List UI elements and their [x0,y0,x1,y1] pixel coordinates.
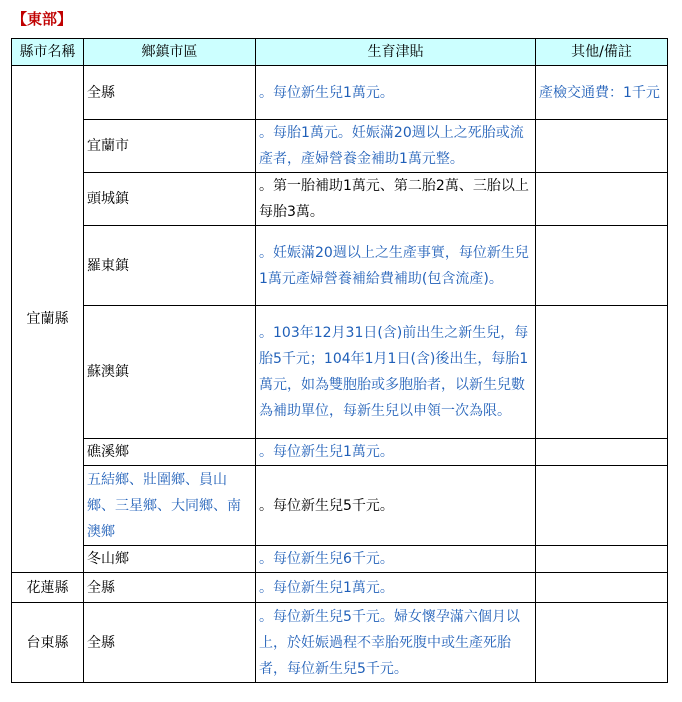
township-cell: 冬山鄉 [84,546,256,573]
subsidy-cell: 。每位新生兒5千元。 [256,466,536,546]
township-cell: 全縣 [84,573,256,603]
county-cell-yilan: 宜蘭縣 [12,66,84,573]
note-cell [536,603,668,683]
table-row [12,573,668,603]
township-cell: 羅東鎮 [84,226,256,306]
subsidy-cell: 。妊娠滿20週以上之生產事實，每位新生兒1萬元產婦營養補給費補助(包含流產)。 [256,226,536,306]
birth-subsidy-table [11,38,668,683]
note-cell [536,573,668,603]
subsidy-cell: 。每位新生兒6千元。 [256,546,536,573]
note-cell [536,226,668,306]
subsidy-cell: 。每位新生兒1萬元。 [256,66,536,120]
note-cell [536,120,668,173]
township-cell: 蘇澳鎮 [84,306,256,439]
table-row [12,466,668,546]
note-cell [536,173,668,226]
county-cell-hualien: 花蓮縣 [12,573,84,603]
note-cell [536,306,668,439]
table-row [12,66,668,120]
subsidy-cell: 。每位新生兒5千元。婦女懷孕滿六個月以上，於妊娠過程不幸胎死腹中或生產死胎者，每位新生兒5千元。 [256,603,536,683]
note-cell [536,466,668,546]
township-cell: 全縣 [84,603,256,683]
table-row [12,306,668,439]
subsidy-cell: 。每位新生兒1萬元。 [256,439,536,466]
table-row [12,439,668,466]
county-cell-taitung: 台東縣 [12,603,84,683]
table-row [12,603,668,683]
section-title: 【東部】 [12,10,73,28]
header-county: 縣市名稱 [12,39,84,66]
header-township: 鄉鎮市區 [84,39,256,66]
township-cell: 五結鄉、壯圍鄉、員山鄉、三星鄉、大同鄉、南澳鄉 [84,466,256,546]
township-cell: 宜蘭市 [84,120,256,173]
header-subsidy: 生育津貼 [256,39,536,66]
note-cell [536,439,668,466]
township-cell: 礁溪鄉 [84,439,256,466]
subsidy-cell: 。每胎1萬元。妊娠滿20週以上之死胎或流產者，產婦營養金補助1萬元整。 [256,120,536,173]
table-row [12,546,668,573]
subsidy-cell: 。每位新生兒1萬元。 [256,573,536,603]
subsidy-cell: 。第一胎補助1萬元、第二胎2萬、三胎以上每胎3萬。 [256,173,536,226]
township-cell: 頭城鎮 [84,173,256,226]
header-row [12,39,668,66]
table-row [12,120,668,173]
subsidy-cell: 。103年12月31日(含)前出生之新生兒，每胎5千元；104年1月1日(含)後出生，每胎1萬元，如為雙胞胎或多胞胎者，以新生兒數為補助單位，每新生兒以申領一次為限。 [256,306,536,439]
header-notes: 其他/備註 [536,39,668,66]
note-cell: 產檢交通費：1千元 [536,66,668,120]
township-cell: 全縣 [84,66,256,120]
table-row [12,173,668,226]
table-row [12,226,668,306]
note-cell [536,546,668,573]
